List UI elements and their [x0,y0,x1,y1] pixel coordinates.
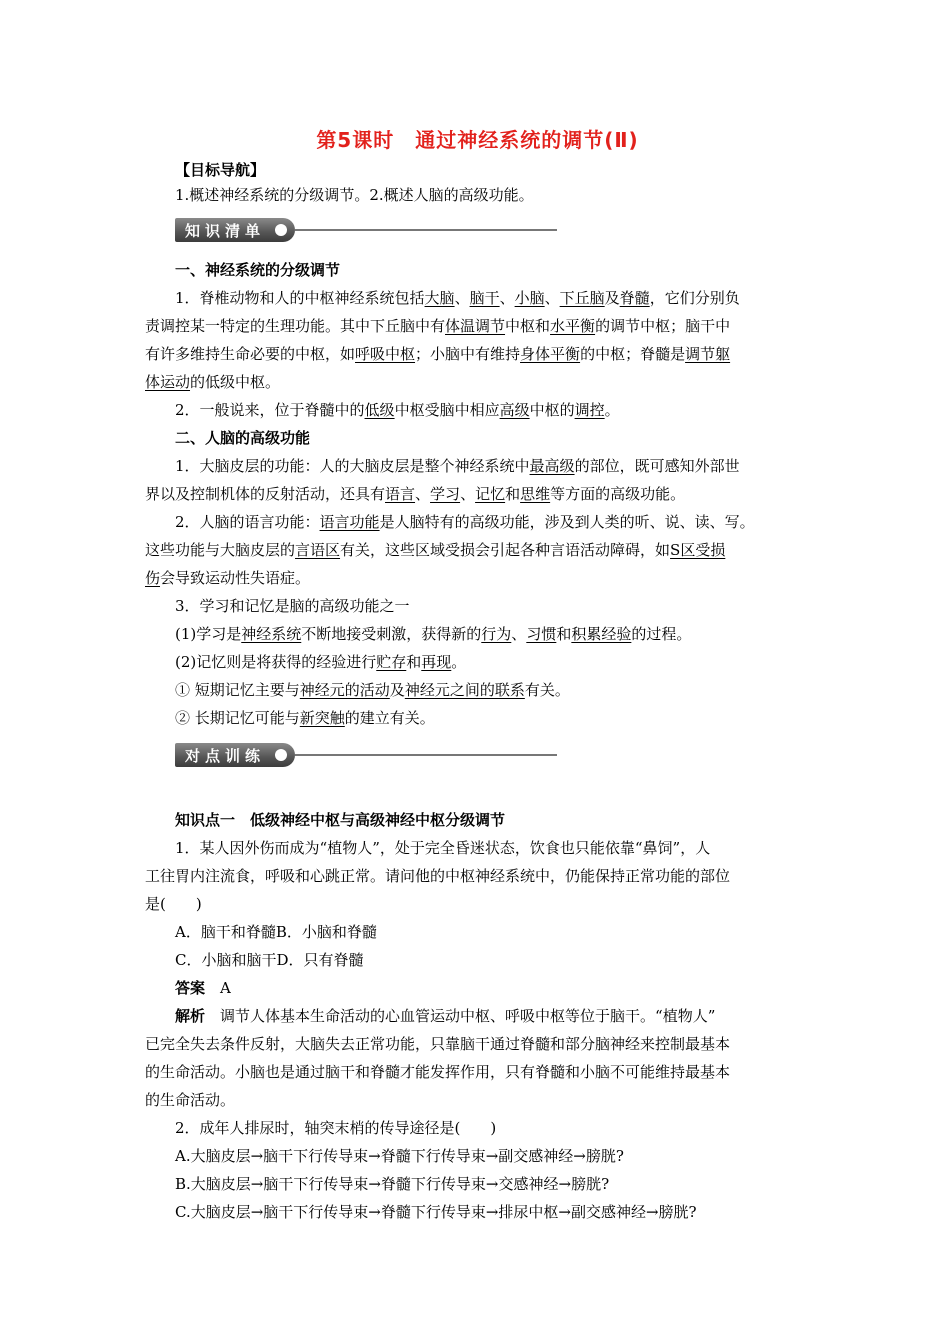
bullet-dot-icon [275,749,287,761]
list-item: ② 长期记忆可能与新突触的建立有关。 [175,709,435,727]
list-item: (1)学习是神经系统不断地接受刺激，获得新的行为、习惯和积累经验的过程。 [175,625,692,643]
question-line: 2．成年人排尿时，轴突末梢的传导途径是( ) [175,1119,497,1137]
question-option: C．小脑和脑干D．只有脊髓 [175,951,364,969]
list-item: (2)记忆则是将获得的经验进行贮存和再现。 [175,653,467,671]
question-line: 1．某人因外伤而成为“植物人”，处于完全昏迷状态，饮食也只能依靠“鼻饲”，人 [175,839,711,857]
section-banner-practice [175,743,557,767]
answer-line: 答案 A [175,979,231,997]
analysis-line: 已完全失去条件反射，大脑失去正常功能，只靠脑干通过脊髓和部分脑神经来控制最基本 [145,1035,731,1053]
goal-text: 1.概述神经系统的分级调节。2.概述人脑的高级功能。 [175,186,534,204]
question-option: A.大脑皮层→脑干下行传导束→脊髓下行传导束→副交感神经→膀胱? [175,1147,624,1165]
banner-label: 知识清单 [185,222,266,240]
paragraph-line: 这些功能与大脑皮层的言语区有关，这些区域受损会引起各种言语活动障碍，如S区受损 [145,541,726,559]
analysis-line: 的生命活动。小脑也是通过脑干和脊髓才能发挥作用，只有脊髓和小脑不可能维持最基本 [145,1063,731,1081]
paragraph-line: 1．大脑皮层的功能：人的大脑皮层是整个神经系统中最高级的部位，既可感知外部世 [175,457,740,475]
analysis-line: 的生命活动。 [145,1091,236,1109]
list-item: ① 短期记忆主要与神经元的活动及神经元之间的联系有关。 [175,681,570,699]
goal-heading: 【目标导航】 [175,161,266,179]
paragraph-line: 2．人脑的语言功能：语言功能是人脑特有的高级功能，涉及到人类的听、说、读、写。 [175,513,755,531]
question-option: B.大脑皮层→脑干下行传导束→脊髓下行传导束→交感神经→膀胱? [175,1175,610,1193]
banner-label: 对点训练 [185,747,266,765]
question-option: A．脑干和脊髓B．小脑和脊髓 [175,923,377,941]
paragraph-line: 3．学习和记忆是脑的高级功能之一 [175,597,410,615]
analysis-line: 解析 调节人体基本生命活动的心血管运动中枢、呼吸中枢等位于脑干。“植物人” [175,1007,716,1025]
question-line: 工往胃内注流食，呼吸和心跳正常。请问他的中枢神经系统中，仍能保持正常功能的部位 [145,867,731,885]
section-heading: 二、人脑的高级功能 [175,429,311,447]
paragraph-line: 2．一般说来，位于脊髓中的低级中枢受脑中相应高级中枢的调控。 [175,401,620,419]
paragraph-line: 责调控某一特定的生理功能。其中下丘脑中有体温调节中枢和水平衡的调节中枢；脑干中 [145,317,731,335]
knowledge-point-heading: 知识点一 低级神经中枢与高级神经中枢分级调节 [175,811,506,829]
question-option: C.大脑皮层→脑干下行传导束→脊髓下行传导束→排尿中枢→副交感神经→膀胱? [175,1203,697,1221]
paragraph-line: 体运动的低级中枢。 [145,373,281,391]
page-title: 第5课时 通过神经系统的调节(Ⅱ) [316,128,639,152]
paragraph-line: 1．脊椎动物和人的中枢神经系统包括大脑、脑干、小脑、下丘脑及脊髓，它们分别负 [175,289,740,307]
section-banner-knowledge [175,218,557,242]
section-heading: 一、神经系统的分级调节 [175,261,341,279]
paragraph-line: 有许多维持生命必要的中枢，如呼吸中枢；小脑中有维持身体平衡的中枢；脊髓是调节躯 [145,345,731,363]
paragraph-line: 伤会导致运动性失语症。 [145,569,311,587]
bullet-dot-icon [275,224,287,236]
question-line: 是( ) [145,895,202,913]
paragraph-line: 界以及控制机体的反射活动，还具有语言、学习、记忆和思维等方面的高级功能。 [145,485,686,503]
